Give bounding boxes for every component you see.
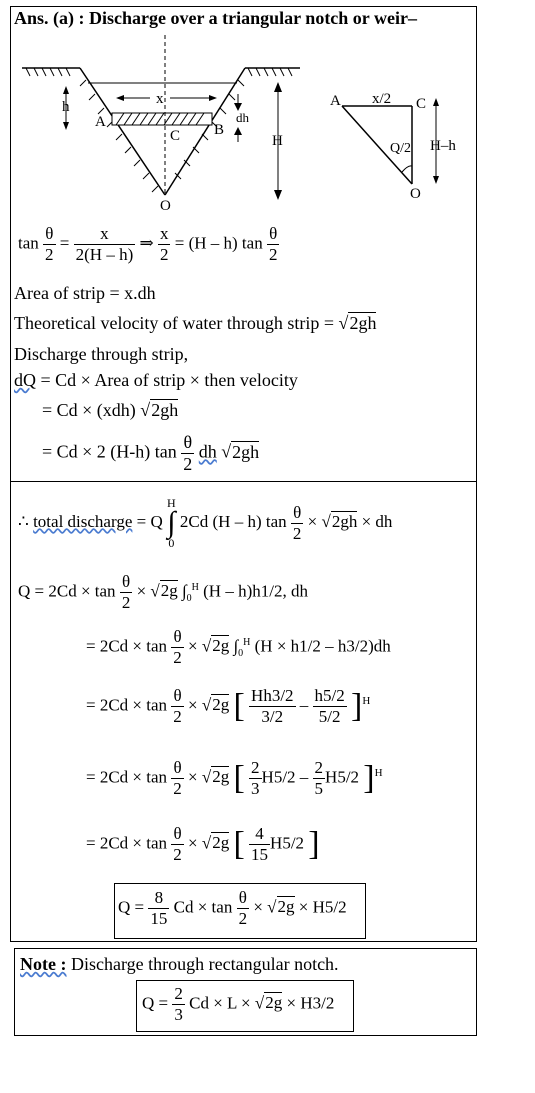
tri-label-O: O — [410, 186, 421, 202]
tan-relation: tan $\frac{\theta}{2}$ = $\frac{x}{2(H - h)}$ ⇒ $\frac{x}{2}$ = (H – h) tan $\frac{\theta}{2}$ — [18, 224, 278, 264]
label-h: h — [62, 99, 70, 115]
label-O: O — [160, 198, 171, 214]
final-formula: Q = $\frac{8}{15}$ Cd × tan $\frac{\theta}{2}$ × √2g × H5/2 — [118, 888, 347, 928]
note-line: Note : Discharge through rectangular notch. — [20, 954, 339, 974]
area-strip: Area of strip = x.dh — [14, 283, 156, 303]
tri-label-h-minus-h: H–h — [430, 138, 456, 154]
label-x: x — [156, 91, 164, 107]
tri-label-q-half: Q/2 — [390, 141, 411, 156]
q-line-3: = 2Cd × tan $\frac{\theta}{2}$ × √2g [ $\frac{Hh3/2}{3/2}$ – $\frac{h5/2}{5/2}$ ]$^H$ — [86, 686, 371, 726]
q-line-4: = 2Cd × tan $\frac{\theta}{2}$ × √2g [ $\frac{2}{3}$ H5/2 – $\frac{2}{5}$ H5/2 ]$^H$ — [86, 758, 383, 798]
q-line-1: Q = 2Cd × tan $\frac{\theta}{2}$ × √2g $\int_0^H$ (H – h)h1/2, dh — [18, 572, 308, 612]
answer-title: Ans. (a) : Discharge over a triangular notch or weir– — [14, 8, 417, 28]
label-C: C — [170, 128, 181, 144]
discharge-strip: Discharge through strip, — [14, 344, 189, 364]
dq-line: dQ = Cd × Area of strip × then velocity — [14, 370, 298, 390]
triangular-notch-diagram — [0, 0, 535, 230]
q-line-5: = 2Cd × tan $\frac{\theta}{2}$ × √2g [ $\frac{4}{15}$ H5/2 ] — [86, 824, 320, 864]
total-discharge: ∴ total discharge = Q H ∫ 0 2Cd (H – h) tan $\frac{\theta}{2}$ × √2gh × dh — [18, 496, 393, 550]
line-hh: = Cd × 2 (H-h) tan $\frac{\theta}{2}$ dh √2gh — [42, 432, 260, 474]
tri-label-A: A — [330, 93, 341, 109]
label-H: H — [272, 133, 283, 149]
tri-label-x-half: x/2 — [372, 91, 392, 107]
label-B: B — [214, 122, 225, 138]
theo-velocity: Theoretical velocity of water through strip = √2gh — [14, 313, 377, 333]
label-A: A — [95, 114, 106, 130]
note-formula: Q = $\frac{2}{3}$ Cd × L × √2g × H3/2 — [142, 984, 335, 1024]
tri-label-C: C — [416, 96, 427, 112]
q-line-2: = 2Cd × tan $\frac{\theta}{2}$ × √2g $\int_0^H$ (H × h1/2 – h3/2)dh — [86, 627, 391, 667]
line-xdh: = Cd × (xdh) √2gh — [42, 400, 179, 420]
label-dh: dh — [236, 110, 249, 125]
